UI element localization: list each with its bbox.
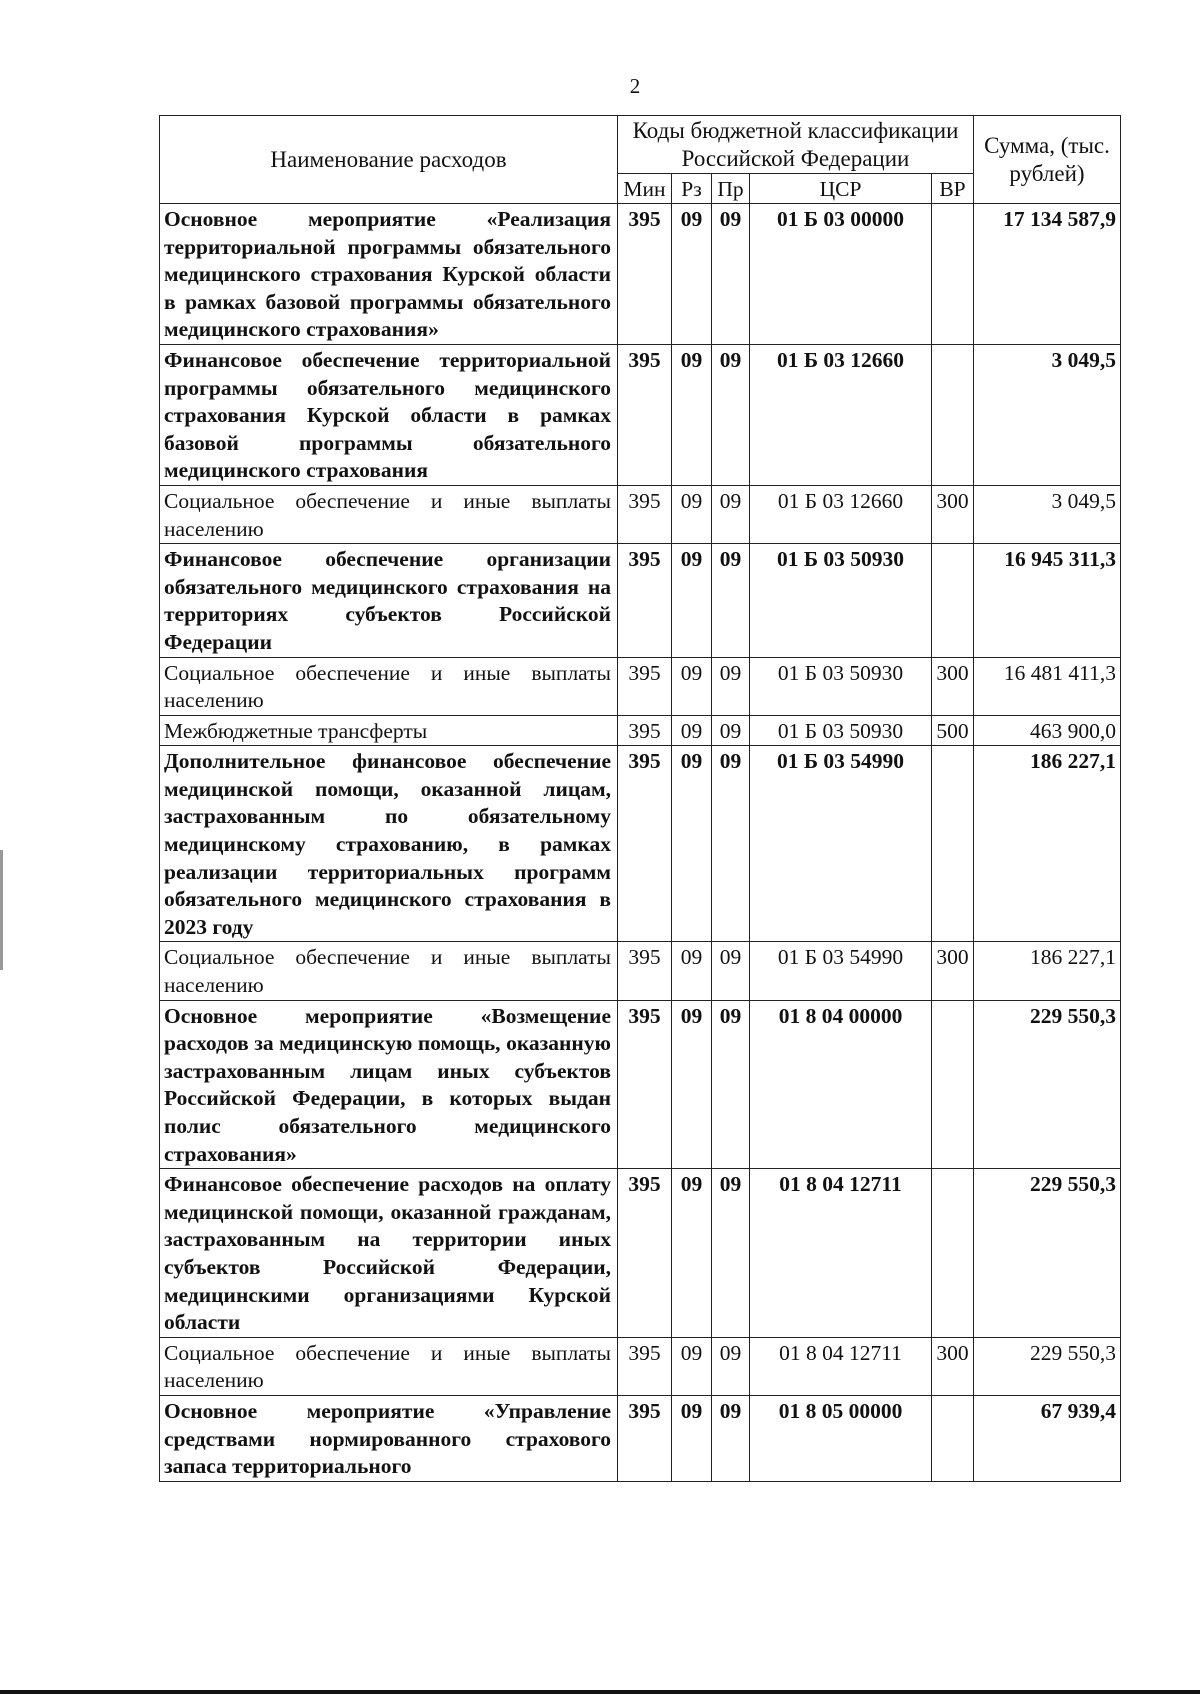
- cell-sum: 229 550,3: [974, 1000, 1121, 1169]
- cell-pr: 09: [712, 204, 750, 345]
- table-row: [160, 1337, 1121, 1395]
- cell-csr: 01 Б 03 00000: [750, 204, 932, 345]
- cell-name: Основное мероприятие «Управление средствами нормированного страхового запаса территориального: [160, 1395, 618, 1481]
- cell-csr: 01 8 04 12711: [750, 1169, 932, 1338]
- cell-csr: 01 Б 03 50930: [750, 715, 932, 746]
- cell-sum: 463 900,0: [974, 715, 1121, 746]
- cell-rz: 09: [672, 1169, 712, 1338]
- table-row: [160, 657, 1121, 715]
- cell-name: Социальное обеспечение и иные выплаты населению: [160, 942, 618, 1000]
- page-number: 2: [629, 74, 641, 98]
- cell-sum: 3 049,5: [974, 344, 1121, 485]
- cell-sum: 67 939,4: [974, 1395, 1121, 1481]
- cell-name: Межбюджетные трансферты: [160, 715, 618, 746]
- cell-sum: 186 227,1: [974, 942, 1121, 1000]
- cell-rz: 09: [672, 1000, 712, 1169]
- cell-vr: [932, 344, 974, 485]
- cell-pr: 09: [712, 715, 750, 746]
- cell-rz: 09: [672, 746, 712, 942]
- cell-min: 395: [618, 485, 672, 543]
- table-row: [160, 746, 1121, 942]
- table-row: [160, 942, 1121, 1000]
- cell-vr: 300: [932, 1337, 974, 1395]
- cell-name: Финансовое обеспечение расходов на оплату медицинской помощи, оказанной гражданам, застрахованным на территории иных субъектов Российской Федерации, медицинскими организациями Курской области: [160, 1169, 618, 1338]
- cell-sum: 186 227,1: [974, 746, 1121, 942]
- cell-pr: 09: [712, 746, 750, 942]
- cell-vr: [932, 1395, 974, 1481]
- scan-edge-mark: [0, 850, 3, 970]
- cell-min: 395: [618, 1395, 672, 1481]
- cell-sum: 17 134 587,9: [974, 204, 1121, 345]
- cell-pr: 09: [712, 1337, 750, 1395]
- cell-name: Финансовое обеспечение территориальной программы обязательного медицинского страхования Курской области в рамках базовой программы обязательного медицинского страхования: [160, 344, 618, 485]
- table-row: [160, 1000, 1121, 1169]
- cell-rz: 09: [672, 942, 712, 1000]
- cell-pr: 09: [712, 942, 750, 1000]
- cell-rz: 09: [672, 715, 712, 746]
- header-csr: ЦСР: [750, 174, 932, 204]
- cell-rz: 09: [672, 204, 712, 345]
- cell-name: Социальное обеспечение и иные выплаты населению: [160, 1337, 618, 1395]
- cell-min: 395: [618, 1337, 672, 1395]
- cell-csr: 01 8 04 12711: [750, 1337, 932, 1395]
- cell-csr: 01 Б 03 12660: [750, 344, 932, 485]
- cell-min: 395: [618, 657, 672, 715]
- header-name: Наименование расходов: [160, 116, 618, 204]
- cell-csr: 01 Б 03 50930: [750, 657, 932, 715]
- cell-sum: 3 049,5: [974, 485, 1121, 543]
- cell-min: 395: [618, 715, 672, 746]
- cell-min: 395: [618, 746, 672, 942]
- cell-name: Основное мероприятие «Реализация территориальной программы обязательного медицинского страхования Курской области в рамках базовой программы обязательного медицинского страхования»: [160, 204, 618, 345]
- table-row: [160, 715, 1121, 746]
- scan-bottom-rule: [0, 1690, 1200, 1694]
- cell-rz: 09: [672, 544, 712, 657]
- cell-pr: 09: [712, 344, 750, 485]
- cell-sum: 229 550,3: [974, 1169, 1121, 1338]
- cell-min: 395: [618, 1000, 672, 1169]
- table-row: [160, 544, 1121, 657]
- cell-csr: 01 Б 03 12660: [750, 485, 932, 543]
- cell-csr: 01 8 05 00000: [750, 1395, 932, 1481]
- table-row: [160, 1169, 1121, 1338]
- cell-vr: 500: [932, 715, 974, 746]
- cell-name: Основное мероприятие «Возмещение расходов за медицинскую помощь, оказанную застрахованным лицам иных субъектов Российской Федерации, в которых выдан полис обязательного медицинского страхования»: [160, 1000, 618, 1169]
- cell-rz: 09: [672, 657, 712, 715]
- cell-min: 395: [618, 1169, 672, 1338]
- cell-pr: 09: [712, 657, 750, 715]
- cell-csr: 01 8 04 00000: [750, 1000, 932, 1169]
- cell-min: 395: [618, 344, 672, 485]
- cell-csr: 01 Б 03 54990: [750, 746, 932, 942]
- header-sum: Сумма, (тыс. рублей): [974, 116, 1121, 204]
- header-pr: Пр: [712, 174, 750, 204]
- cell-csr: 01 Б 03 54990: [750, 942, 932, 1000]
- cell-sum: 16 945 311,3: [974, 544, 1121, 657]
- header-min: Мин: [618, 174, 672, 204]
- cell-vr: [932, 544, 974, 657]
- table-row: [160, 204, 1121, 345]
- cell-name: Социальное обеспечение и иные выплаты населению: [160, 657, 618, 715]
- cell-min: 395: [618, 942, 672, 1000]
- cell-vr: 300: [932, 942, 974, 1000]
- table-row: [160, 1395, 1121, 1481]
- cell-vr: [932, 1000, 974, 1169]
- cell-vr: 300: [932, 657, 974, 715]
- cell-csr: 01 Б 03 50930: [750, 544, 932, 657]
- cell-name: Дополнительное финансовое обеспечение медицинской помощи, оказанной лицам, застрахованным по обязательному медицинскому страхованию, в рамках реализации территориальных программ обязательного медицинского страхования в 2023 году: [160, 746, 618, 942]
- cell-pr: 09: [712, 1000, 750, 1169]
- cell-rz: 09: [672, 344, 712, 485]
- header-rz: Рз: [672, 174, 712, 204]
- cell-name: Финансовое обеспечение организации обязательного медицинского страхования на территориях субъектов Российской Федерации: [160, 544, 618, 657]
- cell-vr: 300: [932, 485, 974, 543]
- cell-min: 395: [618, 204, 672, 345]
- cell-name: Социальное обеспечение и иные выплаты населению: [160, 485, 618, 543]
- table-header: [160, 116, 1121, 204]
- cell-rz: 09: [672, 1337, 712, 1395]
- cell-pr: 09: [712, 1169, 750, 1338]
- cell-vr: [932, 1169, 974, 1338]
- table-row: [160, 344, 1121, 485]
- cell-pr: 09: [712, 485, 750, 543]
- table-row: [160, 485, 1121, 543]
- table-body: [160, 204, 1121, 1482]
- cell-vr: [932, 746, 974, 942]
- cell-min: 395: [618, 544, 672, 657]
- cell-sum: 229 550,3: [974, 1337, 1121, 1395]
- budget-table: [159, 115, 1121, 1482]
- header-vr: ВР: [932, 174, 974, 204]
- header-codes: Коды бюджетной классификации Российской Федерации: [618, 116, 974, 174]
- cell-pr: 09: [712, 1395, 750, 1481]
- cell-vr: [932, 204, 974, 345]
- cell-rz: 09: [672, 1395, 712, 1481]
- cell-pr: 09: [712, 544, 750, 657]
- cell-sum: 16 481 411,3: [974, 657, 1121, 715]
- cell-rz: 09: [672, 485, 712, 543]
